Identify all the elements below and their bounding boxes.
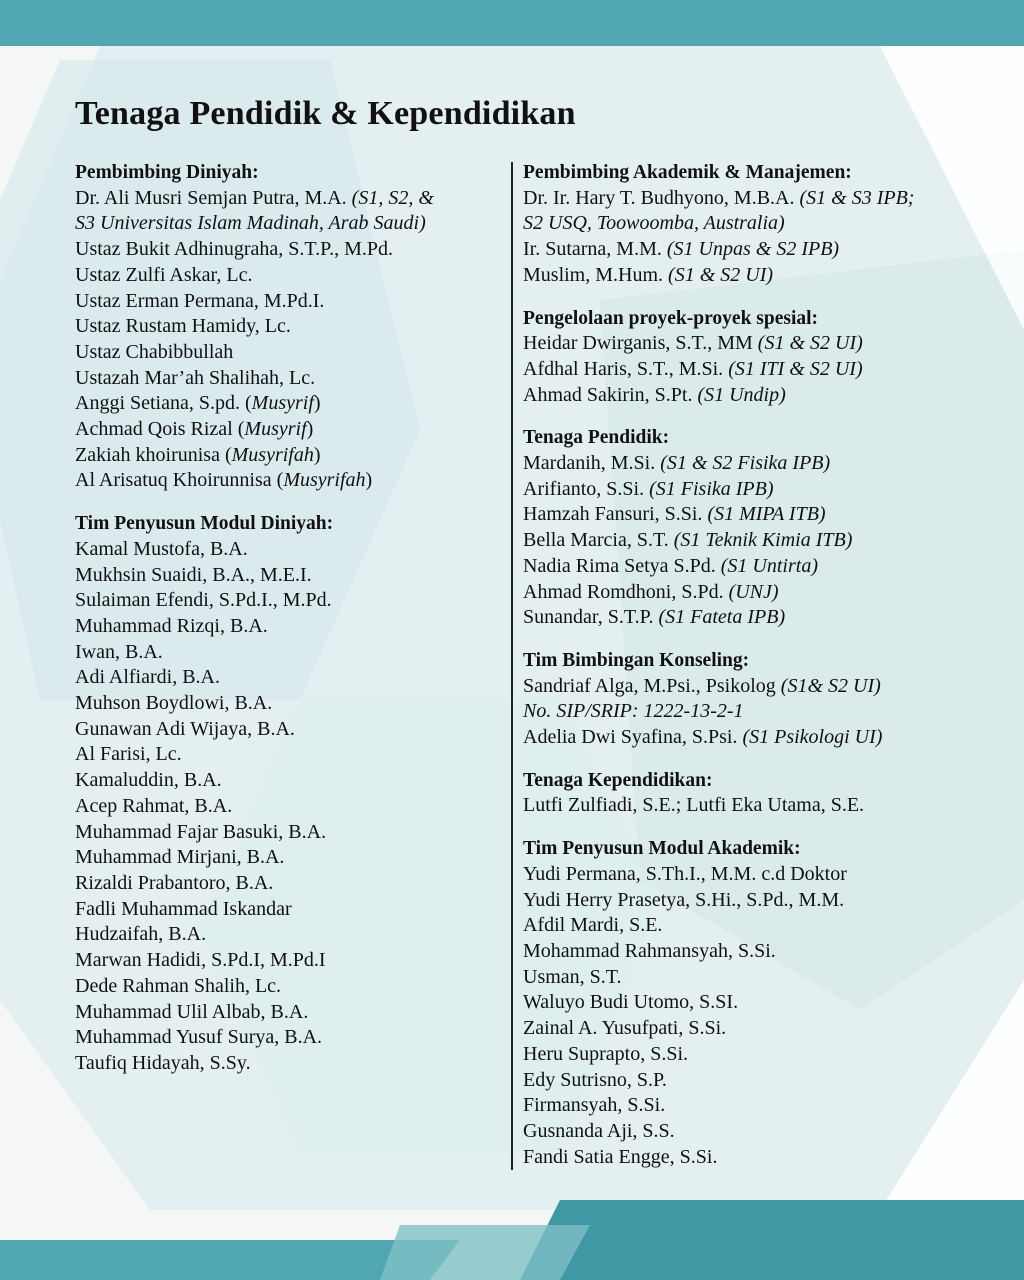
staff-name: Adelia Dwi Syafina, S.Psi. [523, 726, 743, 749]
left-column [75, 160, 495, 1094]
staff-line [75, 948, 495, 974]
staff-line [75, 237, 495, 263]
staff-line [523, 477, 993, 503]
staff-line [523, 211, 993, 237]
section-pembimbing-akademik [523, 160, 993, 289]
staff-name: Hamzah Fansuri, S.Si. [523, 503, 708, 526]
staff-name: Ustaz Bukit Adhinugraha, S.T.P., M.Pd. [75, 238, 393, 261]
staff-line [523, 383, 993, 409]
staff-line [523, 237, 993, 263]
staff-name: Al Farisi, Lc. [75, 743, 182, 766]
staff-name: Ustaz Erman Permana, M.Pd.I. [75, 289, 325, 312]
staff-suffix: ) [306, 418, 314, 441]
staff-line [523, 862, 993, 888]
staff-line [523, 793, 993, 819]
staff-line [75, 186, 495, 212]
staff-line [523, 331, 993, 357]
staff-note: (S1 & S2 UI) [668, 263, 774, 286]
staff-line [75, 820, 495, 846]
staff-suffix: ) [313, 392, 321, 415]
staff-line [75, 588, 495, 614]
staff-name: Hudzaifah, B.A. [75, 923, 207, 946]
staff-line [523, 725, 993, 751]
staff-name: Ir. Sutarna, M.M. [523, 238, 667, 261]
staff-note: (S1 Unpas & S2 IPB) [666, 238, 840, 261]
staff-line [75, 614, 495, 640]
staff-name: Gusnanda Aji, S.S. [523, 1119, 675, 1142]
staff-name: Ustaz Zulfi Askar, Lc. [75, 263, 253, 286]
staff-line [523, 699, 993, 725]
staff-line [523, 1145, 993, 1171]
staff-note: (S1 Fateta IPB) [658, 606, 786, 629]
staff-name: Afdhal Haris, S.T., M.Si. [523, 357, 729, 380]
staff-name: Iwan, B.A. [75, 640, 163, 663]
staff-note: Musyrif [251, 392, 314, 415]
staff-line [523, 674, 993, 700]
staff-line [523, 1042, 993, 1068]
staff-name: Zakiah khoirunisa ( [75, 443, 232, 466]
staff-name: Mukhsin Suaidi, B.A., M.E.I. [75, 563, 312, 586]
section-heading: Tenaga Pendidik: [523, 427, 670, 449]
staff-line [75, 443, 495, 469]
staff-name: Muhammad Fajar Basuki, B.A. [75, 820, 327, 843]
staff-line [523, 1093, 993, 1119]
staff-line [75, 871, 495, 897]
staff-line [523, 1119, 993, 1145]
section-heading: Pembimbing Akademik & Manajemen: [523, 162, 852, 183]
staff-name: Dede Rahman Shalih, Lc. [75, 974, 282, 997]
staff-name: Gunawan Adi Wijaya, B.A. [75, 717, 295, 740]
staff-line [75, 845, 495, 871]
staff-note: (S1 Untirta) [720, 554, 818, 577]
staff-line [75, 691, 495, 717]
staff-note: (S1& S2 UI) [780, 674, 881, 697]
staff-line [523, 186, 993, 212]
staff-name: Ahmad Sakirin, S.Pt. [523, 383, 698, 406]
staff-name: Muhammad Yusuf Surya, B.A. [75, 1026, 323, 1049]
staff-name: Sulaiman Efendi, S.Pd.I., M.Pd. [75, 589, 332, 612]
staff-line [523, 451, 993, 477]
section-pembimbing-diniyah [75, 160, 495, 494]
staff-line [523, 990, 993, 1016]
staff-note: (S1 Psikologi UI) [742, 726, 883, 749]
staff-name: Dr. Ali Musri Semjan Putra, M.A. [75, 186, 352, 209]
staff-line [523, 605, 993, 631]
staff-line [75, 340, 495, 366]
staff-line [75, 289, 495, 315]
staff-line [523, 1068, 993, 1094]
staff-name: Muhson Boydlowi, B.A. [75, 692, 273, 715]
staff-name: Kamaluddin, B.A. [75, 769, 222, 792]
staff-line [75, 391, 495, 417]
staff-note: S3 Universitas Islam Madinah, Arab Saudi) [75, 212, 426, 235]
staff-line [75, 794, 495, 820]
staff-name: Fandi Satia Engge, S.Si. [523, 1145, 718, 1168]
staff-line [75, 640, 495, 666]
staff-name: Anggi Setiana, S.pd. ( [75, 392, 252, 415]
staff-name: Mardanih, M.Si. [523, 452, 661, 475]
staff-name: Lutfi Zulfiadi, S.E.; Lutfi Eka Utama, S.E. [523, 794, 865, 817]
section-heading: Tim Penyusun Modul Diniyah: [75, 513, 334, 535]
staff-line [75, 1051, 495, 1077]
staff-name: Usman, S.T. [523, 965, 622, 988]
staff-name: Acep Rahmat, B.A. [75, 794, 233, 817]
section-tenaga-kependidikan [523, 768, 993, 819]
top-band [0, 0, 1024, 46]
staff-name: Bella Marcia, S.T. [523, 529, 674, 552]
staff-line [75, 922, 495, 948]
staff-line [75, 263, 495, 289]
staff-line [75, 366, 495, 392]
section-bimbingan-konseling [523, 648, 993, 751]
staff-name: Dr. Ir. Hary T. Budhyono, M.B.A. [523, 186, 800, 209]
staff-line [75, 468, 495, 494]
staff-name: Muhammad Rizqi, B.A. [75, 614, 268, 637]
staff-line [75, 974, 495, 1000]
staff-line [523, 502, 993, 528]
staff-note: S2 USQ, Toowoomba, Australia) [523, 212, 785, 235]
staff-name: Fadli Muhammad Iskandar [75, 897, 292, 920]
staff-name: Firmansyah, S.Si. [523, 1094, 666, 1117]
staff-name: Al Arisatuq Khoirunnisa ( [75, 469, 284, 492]
staff-name: Yudi Herry Prasetya, S.Hi., S.Pd., M.M. [523, 888, 845, 911]
staff-line [523, 528, 993, 554]
staff-line [75, 742, 495, 768]
column-divider [511, 162, 513, 1170]
staff-name: Kamal Mustofa, B.A. [75, 537, 248, 560]
staff-note: No. SIP/SRIP: 1222-13-2-1 [523, 700, 744, 723]
staff-note: Musyrifah [231, 443, 314, 466]
staff-name: Ustaz Rustam Hamidy, Lc. [75, 315, 291, 338]
staff-name: Taufiq Hidayah, S.Sy. [75, 1051, 251, 1074]
section-tenaga-pendidik [523, 425, 993, 631]
staff-name: Muslim, M.Hum. [523, 263, 669, 286]
staff-note: (S1 & S2 Fisika IPB) [660, 452, 831, 475]
staff-name: Edy Sutrisno, S.P. [523, 1068, 667, 1091]
section-modul-akademik [523, 836, 993, 1170]
section-heading: Pengelolaan proyek-proyek spesial: [523, 307, 819, 329]
staff-note: (S1 Teknik Kimia ITB) [673, 529, 853, 552]
staff-note: Musyrif [244, 418, 307, 441]
staff-line [523, 554, 993, 580]
staff-line [523, 913, 993, 939]
staff-name: Mohammad Rahmansyah, S.Si. [523, 939, 776, 962]
staff-note: (S1 & S2 UI) [757, 332, 863, 355]
staff-name: Ustaz Chabibbullah [75, 340, 234, 363]
staff-line [523, 580, 993, 606]
staff-line [523, 888, 993, 914]
staff-line [75, 537, 495, 563]
staff-name: Muhammad Ulil Albab, B.A. [75, 1000, 309, 1023]
staff-note: (S1 & S3 IPB; [799, 186, 915, 209]
staff-line [523, 263, 993, 289]
staff-line [75, 1000, 495, 1026]
staff-line [523, 1016, 993, 1042]
section-proyek-spesial [523, 306, 993, 409]
staff-name: Nadia Rima Setya S.Pd. [523, 554, 721, 577]
staff-line [523, 939, 993, 965]
page-title: Tenaga Pendidik & Kependidikan [75, 95, 576, 132]
staff-line [75, 417, 495, 443]
staff-line [75, 1025, 495, 1051]
staff-name: Achmad Qois Rizal ( [75, 418, 245, 441]
staff-name: Yudi Permana, S.Th.I., M.M. c.d Doktor [523, 862, 847, 885]
staff-name: Ustazah Mar’ah Shalihah, Lc. [75, 366, 316, 389]
staff-note: (UNJ) [728, 580, 779, 603]
section-heading: Tim Bimbingan Konseling: [523, 649, 750, 671]
staff-note: (S1 Fisika IPB) [649, 477, 774, 500]
staff-name: Arifianto, S.Si. [523, 477, 650, 500]
staff-note: Musyrifah [283, 469, 366, 492]
staff-name: Afdil Mardi, S.E. [523, 914, 663, 937]
staff-line [523, 965, 993, 991]
section-heading: Tim Penyusun Modul Akademik: [523, 838, 801, 860]
staff-line [75, 768, 495, 794]
staff-name: Sandriaf Alga, M.Psi., Psikolog [523, 674, 781, 697]
staff-suffix: ) [313, 443, 321, 466]
staff-line [75, 563, 495, 589]
section-modul-diniyah [75, 511, 495, 1076]
staff-name: Adi Alfiardi, B.A. [75, 666, 220, 689]
right-column [523, 160, 993, 1187]
staff-name: Zainal A. Yusufpati, S.Si. [523, 1017, 727, 1040]
staff-line [523, 357, 993, 383]
staff-name: Heidar Dwirganis, S.T., MM [523, 332, 758, 355]
staff-note: (S1 Undip) [697, 383, 786, 406]
staff-line [75, 897, 495, 923]
staff-name: Muhammad Mirjani, B.A. [75, 846, 285, 869]
staff-line [75, 314, 495, 340]
staff-name: Heru Suprapto, S.Si. [523, 1042, 688, 1065]
staff-suffix: ) [365, 469, 373, 492]
staff-line [75, 665, 495, 691]
staff-line [75, 211, 495, 237]
staff-note: (S1 ITI & S2 UI) [728, 357, 863, 380]
staff-note: (S1, S2, & [351, 186, 434, 209]
staff-name: Waluyo Budi Utomo, S.SI. [523, 991, 739, 1014]
staff-name: Rizaldi Prabantoro, B.A. [75, 871, 274, 894]
staff-note: (S1 MIPA ITB) [707, 503, 826, 526]
section-heading: Pembimbing Diniyah: [75, 162, 259, 183]
staff-name: Marwan Hadidi, S.Pd.I, M.Pd.I [75, 949, 326, 972]
staff-line [75, 717, 495, 743]
section-heading: Tenaga Kependidikan: [523, 769, 713, 791]
staff-name: Sunandar, S.T.P. [523, 606, 659, 629]
staff-name: Ahmad Romdhoni, S.Pd. [523, 580, 729, 603]
